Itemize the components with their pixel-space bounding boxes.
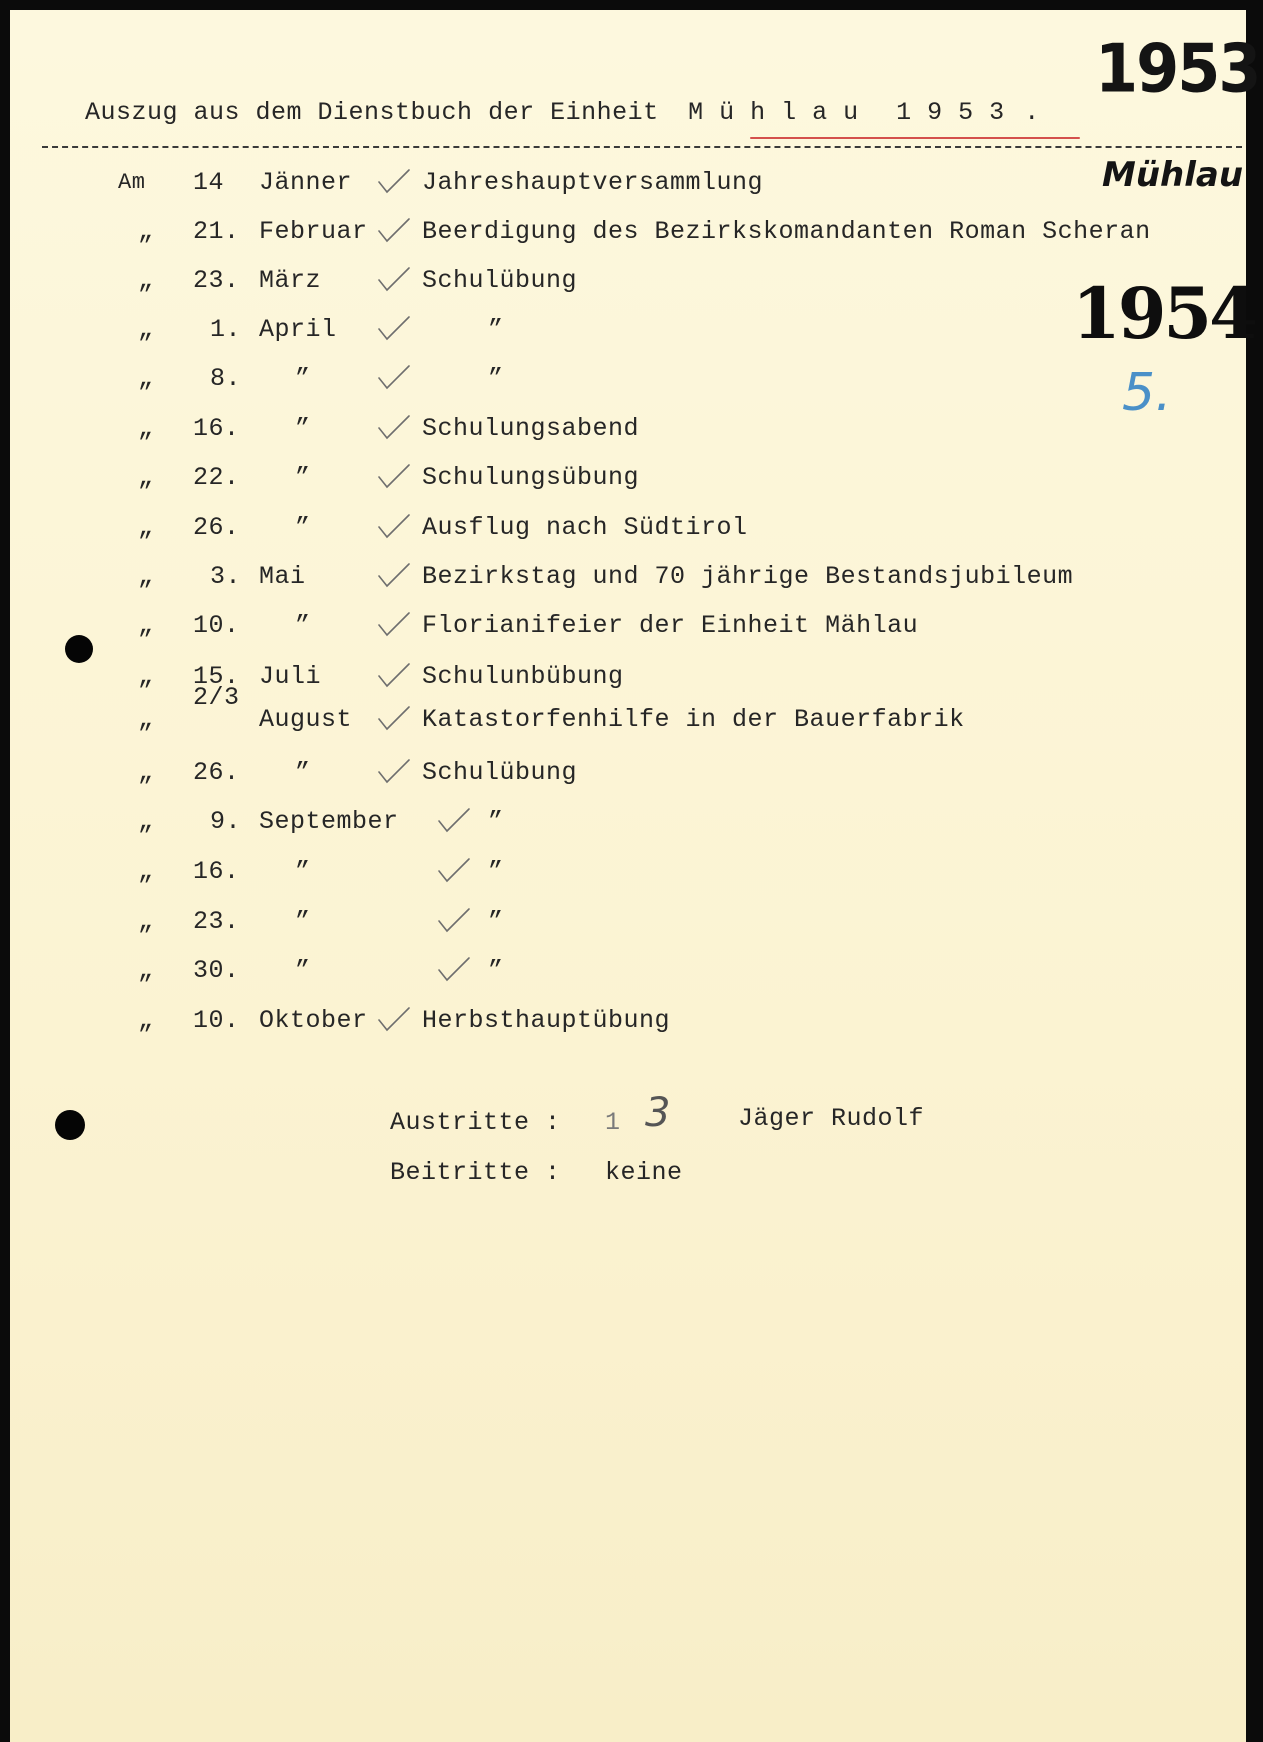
pencil-check-icon: [375, 414, 425, 444]
entry-month: Jänner: [259, 168, 353, 197]
austritte-count-typed: 1: [605, 1108, 621, 1137]
entry-row: [10, 807, 1246, 841]
header-prefix: Auszug aus dem Dienstbuch der Einheit: [85, 98, 659, 127]
entry-day: 15.: [193, 662, 240, 691]
entry-row: [10, 562, 1246, 596]
entry-prefix-ditto: „: [138, 857, 154, 886]
entry-month: August: [259, 705, 353, 734]
pencil-check-icon: [435, 807, 485, 837]
entry-month: Februar: [259, 217, 368, 246]
entry-prefix-ditto: „: [138, 1006, 154, 1035]
entry-month: Mai: [259, 562, 306, 591]
entry-event: ”: [488, 364, 504, 393]
header-year: 1 9 5 3: [896, 98, 1005, 127]
entry-row: [10, 683, 1246, 739]
pencil-check-icon: [435, 907, 485, 937]
entry-day: 9.: [210, 807, 242, 836]
pencil-check-icon: [435, 956, 485, 986]
entry-event: Herbsthauptübung: [422, 1006, 671, 1035]
pencil-check-icon: [375, 705, 425, 735]
pencil-check-icon: [375, 315, 425, 345]
entry-month: April: [259, 315, 337, 344]
punch-hole-bottom: [55, 1110, 85, 1140]
entry-month: Oktober: [259, 1006, 368, 1035]
entry-prefix-ditto: „: [138, 364, 154, 393]
handwritten-year: 1954: [1072, 272, 1255, 355]
entry-event: Schulübung: [422, 758, 578, 787]
pencil-check-icon: [375, 364, 425, 394]
pencil-check-icon: [375, 266, 425, 296]
entry-row: [10, 414, 1246, 448]
entry-row: [10, 513, 1246, 547]
entry-prefix-ditto: „: [138, 758, 154, 787]
entry-day: 21.: [193, 217, 240, 246]
beitritte-value: keine: [605, 1158, 683, 1187]
entry-event: Katastorfenhilfe in der Bauerfabrik: [422, 705, 965, 734]
entry-month: ”: [295, 611, 311, 640]
entry-prefix-ditto: „: [138, 414, 154, 443]
pencil-check-icon: [375, 1006, 425, 1036]
entry-row: [10, 364, 1246, 398]
entry-prefix-am: Am: [118, 170, 146, 195]
entry-month: ”: [295, 907, 311, 936]
entry-day: 3.: [210, 562, 242, 591]
pencil-check-icon: [375, 758, 425, 788]
entry-month: ”: [295, 857, 311, 886]
entry-month: ”: [295, 414, 311, 443]
entry-prefix-ditto: „: [138, 463, 154, 492]
entry-event: ”: [488, 907, 504, 936]
pencil-check-icon: [375, 611, 425, 641]
entry-event: ”: [488, 956, 504, 985]
entry-event: ”: [488, 315, 504, 344]
header-title: [85, 98, 1040, 127]
entry-event: Schulungsabend: [422, 414, 640, 443]
entry-month: ”: [295, 758, 311, 787]
header-dot: .: [1024, 98, 1040, 127]
pencil-check-icon: [375, 662, 425, 692]
entry-prefix-ditto: „: [138, 662, 154, 691]
entry-row: [10, 266, 1246, 300]
pencil-check-icon: [375, 217, 425, 247]
entry-row: [10, 315, 1246, 349]
entry-day: 16.: [193, 414, 240, 443]
entry-event: ”: [488, 807, 504, 836]
entry-month: ”: [295, 513, 311, 542]
entry-day: 23.: [193, 907, 240, 936]
entry-prefix-ditto: „: [138, 217, 154, 246]
entry-prefix-ditto: „: [138, 807, 154, 836]
entry-prefix-ditto: „: [138, 513, 154, 542]
entry-event: Bezirkstag und 70 jährige Bestandsjubileum: [422, 562, 1074, 591]
red-underline: [750, 137, 1080, 139]
austritte-label: Austritte :: [390, 1108, 561, 1137]
pencil-check-icon: [435, 857, 485, 887]
entry-event: ”: [488, 857, 504, 886]
entry-row: [10, 907, 1246, 941]
entry-prefix-ditto: „: [138, 907, 154, 936]
entry-prefix-ditto: „: [138, 266, 154, 295]
entry-day: 23.: [193, 266, 240, 295]
austritte-name: Jäger Rudolf: [738, 1104, 925, 1133]
entry-month: ”: [295, 956, 311, 985]
header-divider: [42, 146, 1242, 148]
entry-row: [10, 956, 1246, 990]
entry-month: September: [259, 807, 399, 836]
handwritten-place: Mühlau: [1102, 155, 1244, 195]
pencil-check-icon: [375, 513, 425, 543]
entry-event: Schulunbübung: [422, 662, 624, 691]
entry-prefix-ditto: „: [138, 956, 154, 985]
handwritten-number: 5.: [1122, 363, 1172, 423]
pencil-check-icon: [375, 463, 425, 493]
entry-prefix-ditto: „: [138, 315, 154, 344]
austritte-count-handwritten: 3: [645, 1090, 671, 1136]
stamp-year: 1953: [1095, 29, 1260, 108]
entry-day: 10.: [193, 611, 240, 640]
pencil-check-icon: [375, 168, 425, 198]
entry-day: 2/3: [193, 683, 240, 712]
entry-month: März: [259, 266, 322, 295]
entry-event: Florianifeier der Einheit Mählau: [422, 611, 919, 640]
entry-prefix-ditto: „: [138, 705, 154, 734]
entry-day: 16.: [193, 857, 240, 886]
document-page: [10, 10, 1260, 1742]
entry-day: 22.: [193, 463, 240, 492]
entry-prefix-ditto: „: [138, 611, 154, 640]
entry-day: 1.: [210, 315, 242, 344]
punch-hole-top: [65, 635, 93, 663]
entry-event: Ausflug nach Südtirol: [422, 513, 748, 542]
entry-row: [10, 857, 1246, 891]
entry-row: [10, 1006, 1246, 1040]
entry-day: 26.: [193, 758, 240, 787]
entry-event: Schulungsübung: [422, 463, 640, 492]
entry-row: [10, 217, 1246, 251]
entry-event: Beerdigung des Bezirkskomandanten Roman Scheran: [422, 217, 1151, 246]
entry-day: 8.: [210, 364, 242, 393]
entry-day: 14: [193, 168, 225, 197]
header-unit: M ü h l a u: [688, 98, 859, 127]
entry-prefix-ditto: „: [138, 562, 154, 591]
entry-month: ”: [295, 463, 311, 492]
pencil-check-icon: [375, 562, 425, 592]
entry-event: Schulübung: [422, 266, 578, 295]
entry-row: [10, 758, 1246, 792]
entry-month: ”: [295, 364, 311, 393]
entry-event: Jahreshauptversammlung: [422, 168, 764, 197]
entry-row: [10, 168, 1246, 202]
entry-day: 30.: [193, 956, 240, 985]
entry-month: Juli: [259, 662, 322, 691]
entry-day: 26.: [193, 513, 240, 542]
beitritte-label: Beitritte :: [390, 1158, 561, 1187]
entry-row: [10, 611, 1246, 645]
entry-day: 10.: [193, 1006, 240, 1035]
entry-row: [10, 463, 1246, 497]
